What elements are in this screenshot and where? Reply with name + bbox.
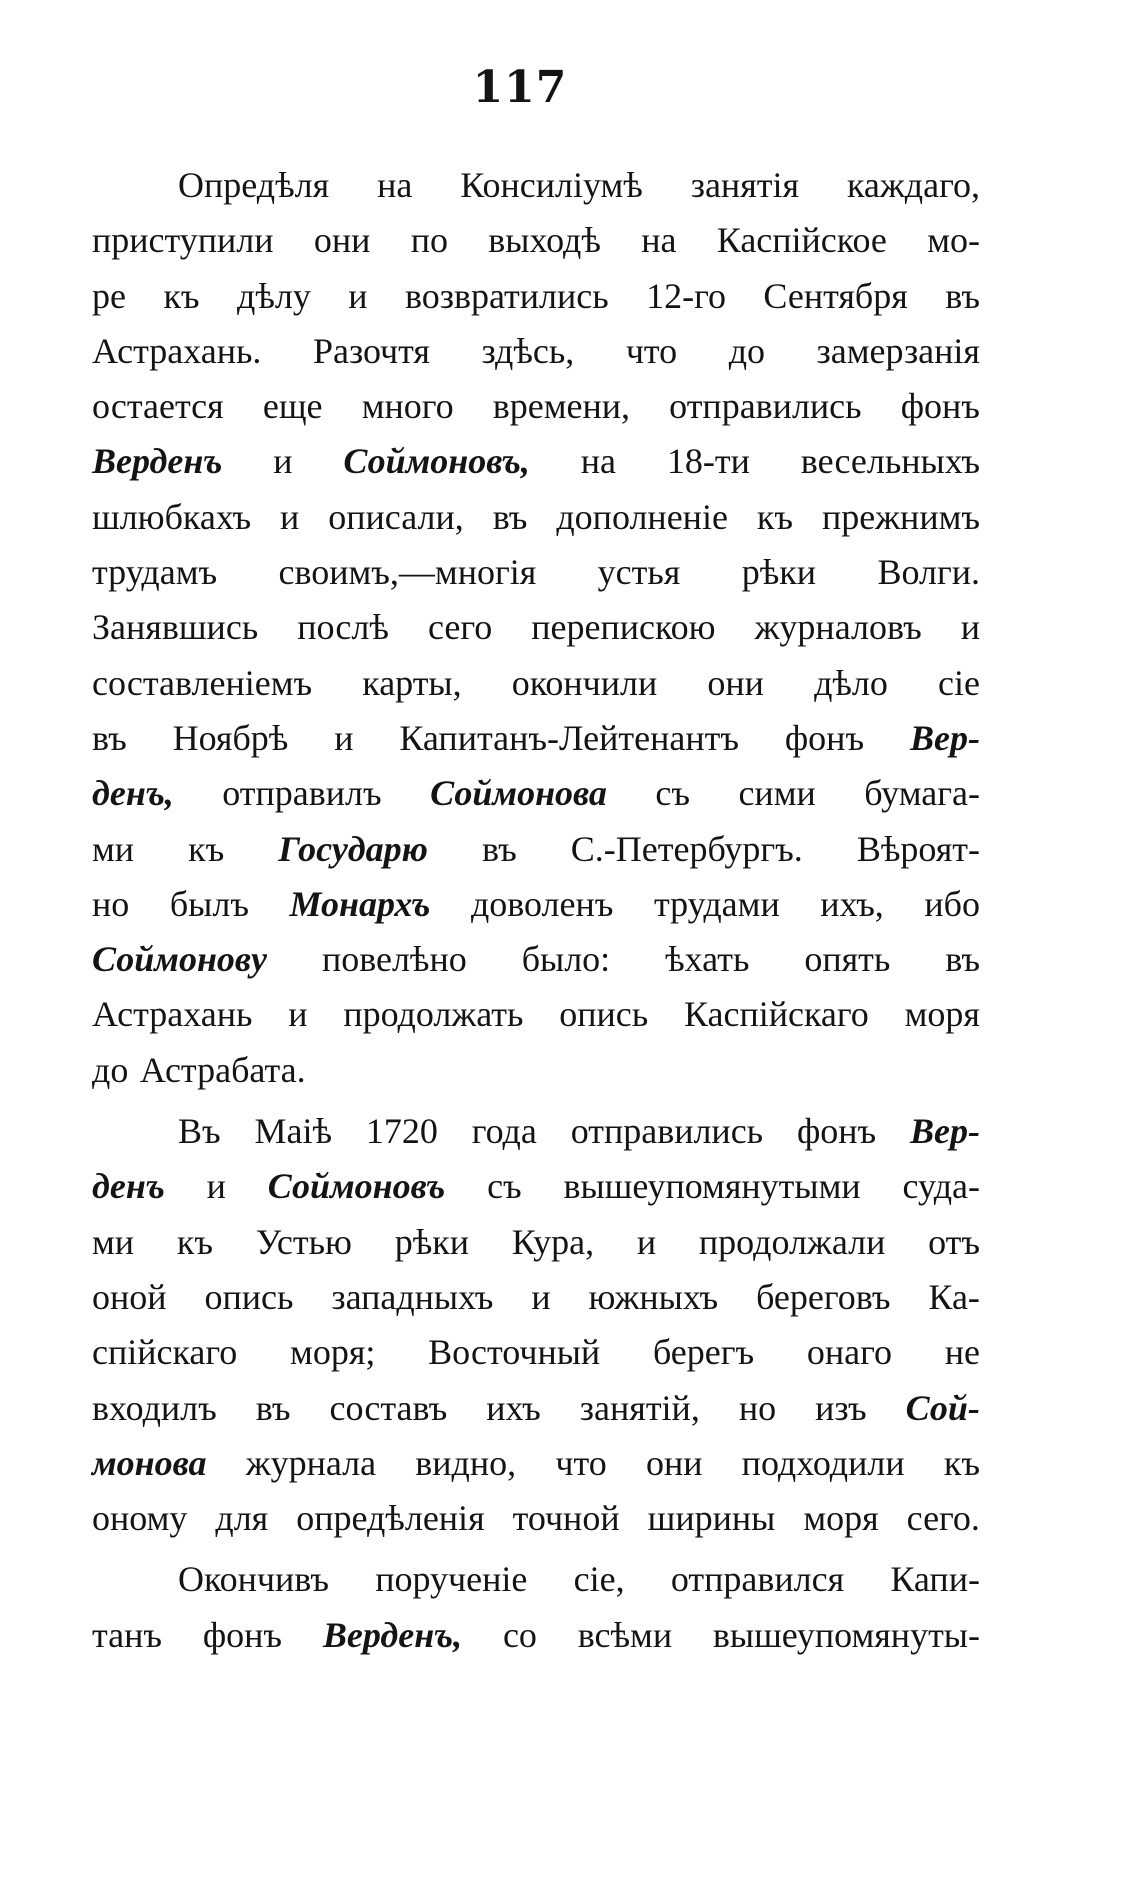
italic-name: Сой- — [905, 1387, 980, 1428]
word: карты, — [362, 662, 462, 703]
word: былъ — [169, 883, 249, 924]
word: на — [641, 220, 677, 261]
word: Ноябрѣ — [172, 717, 289, 758]
word: и — [273, 441, 293, 482]
text-line — [92, 1215, 980, 1270]
word: отправились — [570, 1111, 764, 1152]
word: опредѣленія — [296, 1498, 485, 1539]
word: ихъ — [486, 1387, 541, 1428]
text-line — [92, 213, 980, 268]
word: составъ — [329, 1387, 448, 1428]
word: ширины — [647, 1498, 776, 1539]
paragraph — [92, 1104, 980, 1546]
word: продолжали — [698, 1221, 886, 1262]
word: берегъ — [652, 1332, 755, 1373]
word: на — [580, 441, 617, 482]
word: для — [215, 1498, 269, 1539]
word: было: — [521, 939, 611, 980]
word: что — [625, 330, 678, 371]
word: спійскаго — [92, 1332, 238, 1373]
word: Капи- — [890, 1559, 980, 1600]
paragraph — [92, 1552, 980, 1663]
word: Астрахань. — [92, 330, 262, 371]
word: Кура, — [511, 1221, 595, 1262]
word: доволенъ — [470, 883, 614, 924]
word: подходили — [741, 1442, 905, 1483]
text-line — [92, 1381, 980, 1436]
text-line — [92, 766, 980, 821]
word: въ — [492, 496, 528, 537]
text-line — [92, 379, 980, 434]
word: трудамъ — [92, 552, 218, 593]
word: Волги. — [877, 552, 980, 593]
word: оной — [92, 1276, 167, 1317]
italic-name: Верденъ — [92, 441, 223, 482]
word: ихъ, — [820, 883, 884, 924]
word: остается — [92, 386, 224, 427]
word: и — [288, 994, 308, 1035]
text-line — [92, 1270, 980, 1325]
word: ми — [92, 1221, 135, 1262]
word: къ — [756, 496, 793, 537]
word: и — [206, 1166, 226, 1207]
word: года — [471, 1111, 537, 1152]
word: перепискою — [531, 607, 716, 648]
word: каждаго, — [846, 165, 980, 205]
word: по — [410, 220, 448, 261]
word: къ — [188, 828, 225, 869]
word: Устью — [255, 1221, 352, 1262]
word: Разочтя — [312, 330, 430, 371]
page-number: 117 — [472, 62, 568, 113]
italic-name: монова — [92, 1442, 207, 1483]
text-line — [92, 1159, 980, 1214]
word: и — [334, 717, 354, 758]
word: моря — [904, 994, 980, 1035]
word: вышеупомянуты- — [712, 1614, 980, 1655]
text-line — [92, 877, 980, 932]
italic-name: денъ — [92, 1166, 165, 1207]
word: повелѣно — [321, 939, 467, 980]
italic-name: Вер- — [909, 717, 980, 758]
word: опись — [559, 994, 649, 1035]
paragraph — [92, 158, 980, 1098]
word: Занявшись — [92, 607, 259, 648]
word: отъ — [928, 1221, 980, 1262]
word: шлюбкахъ — [92, 496, 252, 537]
word: возвратились — [405, 275, 609, 316]
word: оному — [92, 1498, 188, 1539]
word: рѣки — [394, 1221, 469, 1262]
word: отправился — [670, 1559, 845, 1600]
text-line — [92, 434, 980, 489]
word: Ка- — [928, 1276, 980, 1317]
word: отправилъ — [222, 773, 382, 814]
word: 1720 — [365, 1111, 438, 1152]
word: моря — [803, 1498, 879, 1539]
italic-name: денъ, — [92, 773, 174, 814]
word: и — [531, 1276, 551, 1317]
text-line — [92, 1436, 980, 1491]
word: устья — [597, 552, 681, 593]
word: Въ — [178, 1111, 221, 1152]
word: своимъ,—многія — [278, 552, 537, 593]
word: ми — [92, 828, 135, 869]
word: Астрабата. — [139, 1049, 306, 1090]
word: здѣсь, — [481, 330, 575, 371]
word: 18-ти — [666, 441, 750, 482]
word: и — [348, 275, 368, 316]
italic-name: Соймоновъ — [267, 1166, 446, 1207]
word: въ — [945, 939, 980, 980]
word: Окончивъ — [178, 1559, 330, 1600]
word: фонъ — [784, 717, 865, 758]
italic-name: Верденъ, — [322, 1614, 463, 1655]
word: всѣми — [577, 1614, 673, 1655]
word: со — [502, 1614, 537, 1655]
word: опись — [204, 1276, 294, 1317]
word: Астрахань — [92, 994, 253, 1035]
word: они — [645, 1442, 703, 1483]
word: журнала — [245, 1442, 377, 1483]
word: Консиліумѣ — [460, 165, 643, 205]
word: къ — [163, 275, 200, 316]
text-line — [92, 158, 980, 213]
word: продолжать — [343, 994, 524, 1035]
word: времени, — [492, 386, 631, 427]
text-line — [92, 822, 980, 877]
text-line — [92, 545, 980, 600]
word: прежнимъ — [821, 496, 980, 537]
word: что — [555, 1442, 607, 1483]
word: еще — [262, 386, 323, 427]
word: къ — [176, 1221, 213, 1262]
word: къ — [943, 1442, 980, 1483]
word: ѣхать — [665, 939, 750, 980]
italic-name: Монархъ — [289, 883, 431, 924]
word: изъ — [815, 1387, 867, 1428]
word: трудами — [653, 883, 780, 924]
text-line — [92, 656, 980, 711]
word: въ — [92, 717, 127, 758]
text-line — [92, 1608, 980, 1663]
text-line — [92, 324, 980, 379]
word: сего — [427, 607, 493, 648]
italic-name: Государю — [278, 828, 428, 869]
word: дополненіе — [556, 496, 728, 537]
word: въ — [945, 275, 980, 316]
word: журналовъ — [754, 607, 922, 648]
word: порученіе — [375, 1559, 528, 1600]
word: береговъ — [756, 1276, 891, 1317]
italic-name: Соймоновъ, — [343, 441, 530, 482]
word: сіе, — [573, 1559, 625, 1600]
text-line — [92, 1325, 980, 1380]
word: не — [944, 1332, 980, 1373]
word: 12-го — [646, 275, 726, 316]
word: до — [92, 1049, 129, 1090]
word: рѣки — [741, 552, 817, 593]
word: Вѣроят- — [856, 828, 980, 869]
text-line — [92, 490, 980, 545]
word: онаго — [806, 1332, 892, 1373]
word: бумага- — [864, 773, 980, 814]
word: послѣ — [297, 607, 389, 648]
text-line — [92, 987, 980, 1042]
word: приступили — [92, 220, 274, 261]
word: до — [728, 330, 766, 371]
word: Каспійское — [716, 220, 887, 261]
word: описали, — [328, 496, 464, 537]
italic-name: Соймонову — [92, 939, 267, 980]
word: входилъ — [92, 1387, 217, 1428]
text-line — [92, 600, 980, 655]
word: замерзанія — [816, 330, 980, 371]
word: точной — [512, 1498, 620, 1539]
word: на — [377, 165, 413, 205]
word: южныхъ — [588, 1276, 719, 1317]
word: и — [960, 607, 980, 648]
word: окончили — [511, 662, 658, 703]
italic-name: Соймонова — [430, 773, 607, 814]
word: составленіемъ — [92, 662, 313, 703]
word: ибо — [924, 883, 980, 924]
word: сими — [738, 773, 816, 814]
word: они — [707, 662, 764, 703]
word: видно, — [415, 1442, 517, 1483]
text-line — [92, 269, 980, 324]
word: сего. — [906, 1498, 980, 1539]
italic-name: Вер- — [910, 1111, 980, 1152]
word: фонъ — [900, 386, 980, 427]
word: фонъ — [202, 1614, 283, 1655]
body-text — [92, 158, 980, 1663]
word: сіе — [938, 662, 980, 703]
word: дѣло — [814, 662, 888, 703]
word: Маіѣ — [254, 1111, 333, 1152]
word: Сентября — [763, 275, 908, 316]
text-line — [92, 1043, 980, 1098]
text-line — [92, 1104, 980, 1159]
word: весельныхъ — [800, 441, 980, 482]
word: Капитанъ-Лейтенантъ — [399, 717, 739, 758]
word: Восточный — [428, 1332, 601, 1373]
word: и — [280, 496, 300, 537]
word: Каспійскаго — [683, 994, 869, 1035]
word: они — [313, 220, 371, 261]
word: Опредѣля — [178, 165, 330, 205]
word: но — [92, 883, 130, 924]
word: много — [361, 386, 454, 427]
text-line — [92, 711, 980, 766]
word: фонъ — [796, 1111, 877, 1152]
word: съ — [487, 1166, 522, 1207]
word: мо- — [927, 220, 980, 261]
word: и — [636, 1221, 657, 1262]
word: занятій, — [579, 1387, 700, 1428]
word: танъ — [92, 1614, 163, 1655]
word: въ — [481, 828, 517, 869]
word: дѣлу — [237, 275, 311, 316]
text-line — [92, 1491, 980, 1546]
word: опять — [804, 939, 891, 980]
word: занятія — [690, 165, 800, 205]
word: отправились — [669, 386, 862, 427]
word: съ — [655, 773, 690, 814]
word: вышеупомянутыми — [563, 1166, 861, 1207]
word: С.-Петербургъ. — [570, 828, 803, 869]
text-line — [92, 932, 980, 987]
word: въ — [255, 1387, 291, 1428]
word: моря; — [290, 1332, 376, 1373]
word: выходѣ — [488, 220, 601, 261]
word: западныхъ — [331, 1276, 494, 1317]
word: суда- — [902, 1166, 980, 1207]
word: ре — [92, 275, 126, 316]
word: но — [738, 1387, 777, 1428]
text-line — [92, 1552, 980, 1607]
